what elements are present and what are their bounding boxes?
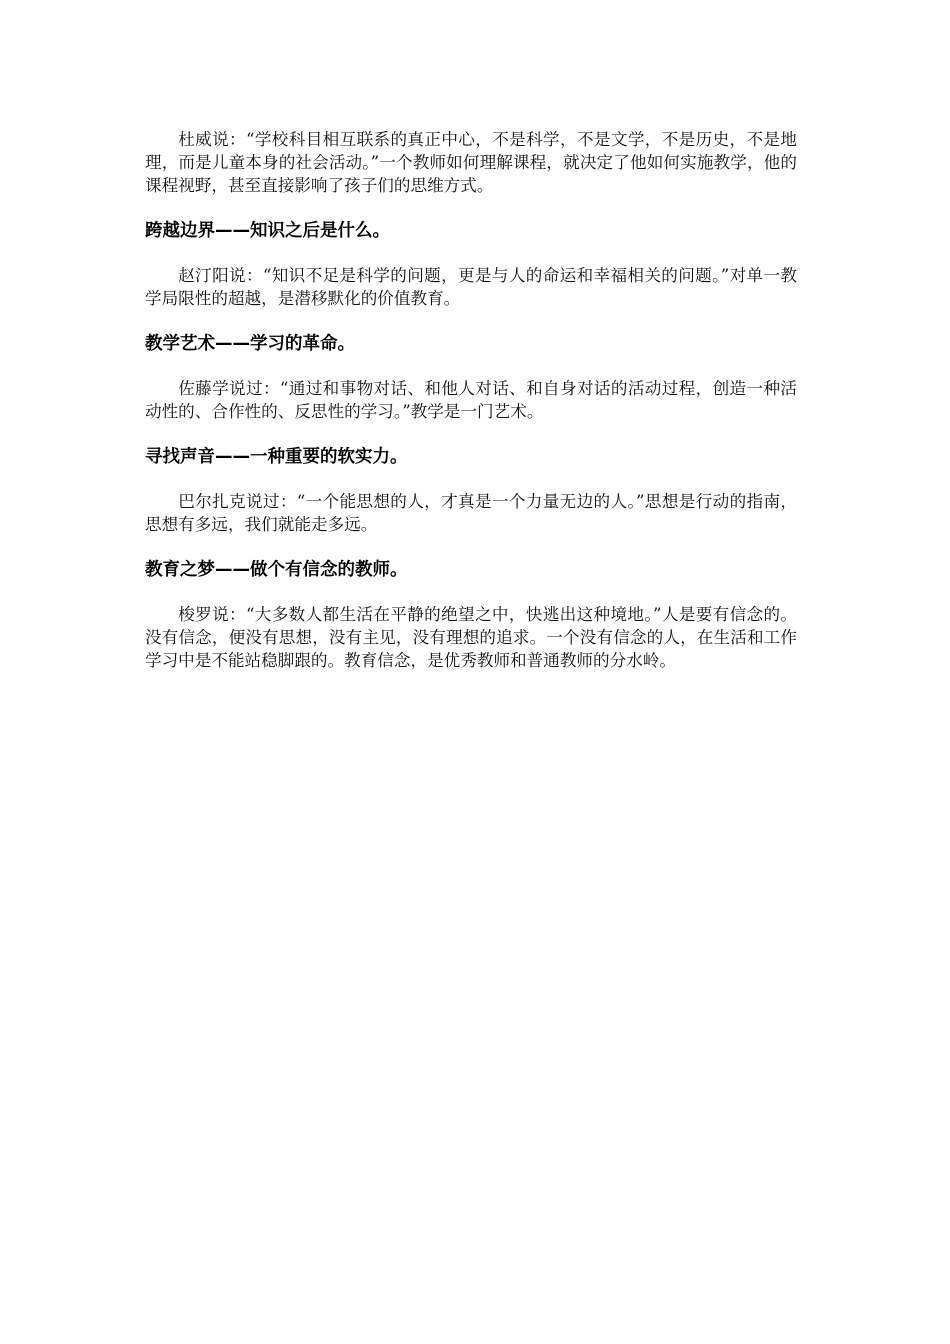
heading-education-dream: 教育之梦——做个有信念的教师。	[145, 560, 408, 580]
heading-finding-voice: 寻找声音——一种重要的软实力。	[145, 447, 408, 467]
paragraph-dewey: 杜威说：“学校科目相互联系的真正中心，不是科学，不是文学，不是历史，不是地理，而是儿童本身的社会活动。”一个教师如何理解课程，就决定了他如何实施教学，他的课程视野，甚至直接影响了孩子们的思维方式。	[145, 130, 797, 195]
heading-crossing-boundaries: 跨越边界——知识之后是什么。	[145, 221, 390, 241]
paragraph-sato-manabu: 佐藤学说过：“通过和事物对话、和他人对话、和自身对话的活动过程，创造一种活动性的、合作性的、反思性的学习。”教学是一门艺术。	[145, 379, 797, 421]
heading-teaching-art: 教学艺术——学习的革命。	[145, 334, 355, 354]
paragraph-zhao-tingyang: 赵汀阳说：“知识不足是科学的问题，更是与人的命运和幸福相关的问题。”对单一教学局限性的超越，是潜移默化的价值教育。	[145, 266, 797, 308]
document-page	[145, 128, 797, 672]
paragraph-thoreau: 梭罗说：“大多数人都生活在平静的绝望之中，快逃出这种境地。”人是要有信念的。没有信念，便没有思想，没有主见，没有理想的追求。一个没有信念的人，在生活和工作学习中是不能站稳脚跟的。教育信念，是优秀教师和普通教师的分水岭。	[145, 605, 797, 670]
paragraph-balzac: 巴尔扎克说过：“一个能思想的人，才真是一个力量无边的人。”思想是行动的指南，思想有多远，我们就能走多远。	[145, 492, 797, 534]
